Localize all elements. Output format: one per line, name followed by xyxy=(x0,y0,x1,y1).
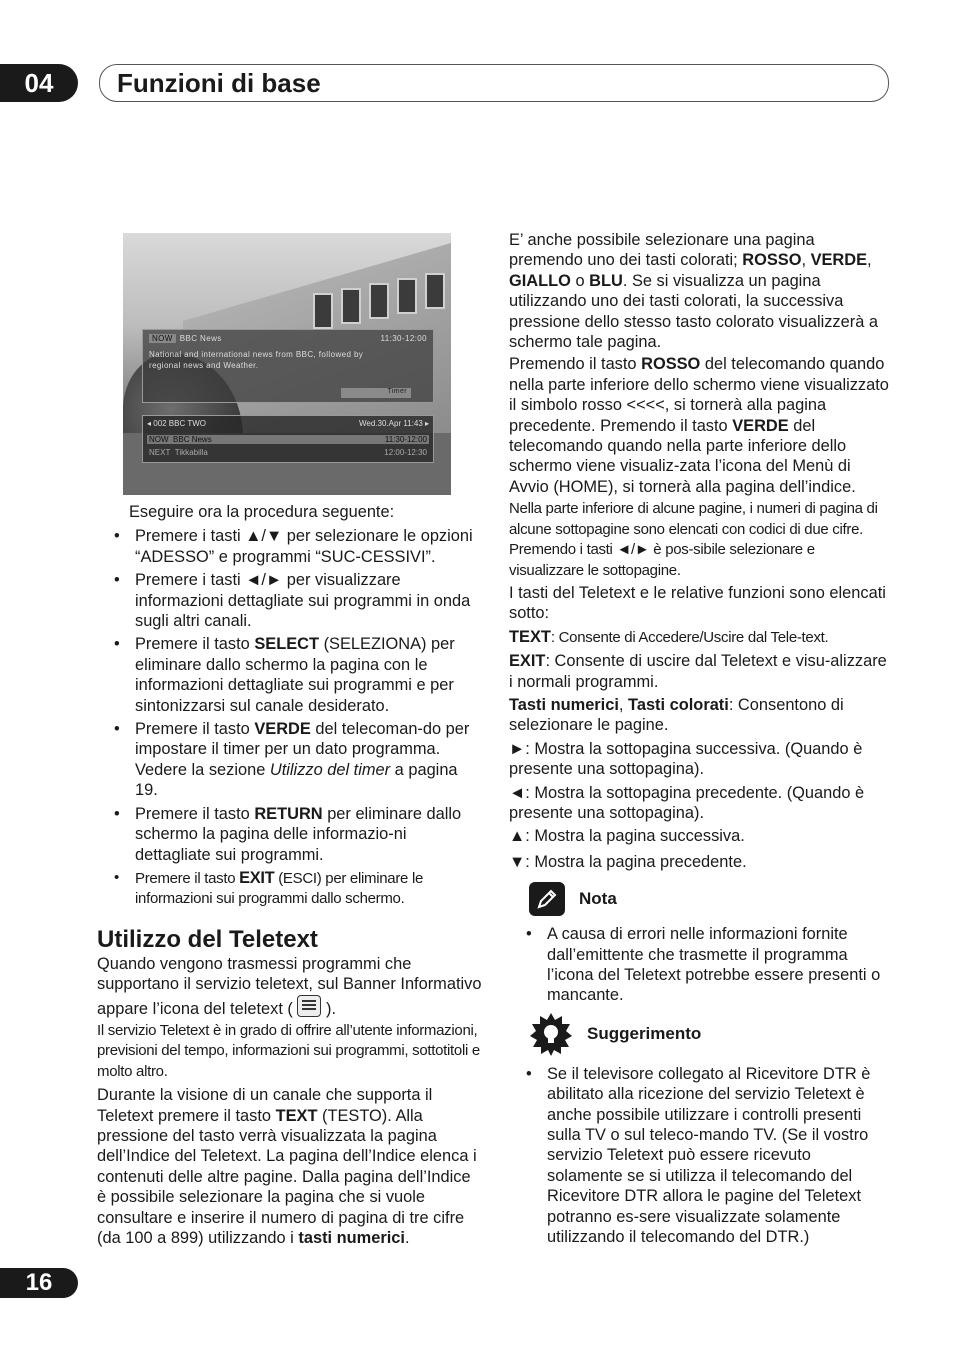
now-tag: NOW xyxy=(149,334,176,343)
key-description: ▲: Mostra la pagina successiva. xyxy=(509,827,745,846)
note-list xyxy=(509,924,891,1006)
note-label: Nota xyxy=(579,888,617,908)
list-item: • Premere il tasto RETURN per eliminare dallo schermo la pagina delle informazio-ni dettagliate sui programmi. xyxy=(97,804,482,865)
note-heading xyxy=(529,882,891,916)
banner-now-time: 11:30-12:00 xyxy=(384,435,427,444)
chapter-number-badge xyxy=(0,64,78,102)
tv-screenshot xyxy=(123,233,451,495)
info-time: 11:30-12:00 xyxy=(380,334,427,343)
paragraph: Premendo il tasto ROSSO del telecomando quando nella parte inferiore dello schermo viene visualizzato il simbolo rosso <<<<, si tornerà alla pagina precedente. Premendo il tasto VERDE del telecomando quando nella parte inferiore dello schermo viene visualiz-zata l’icona del Menù di Avvio (HOME), si tornerà alla pagina dell’indice. xyxy=(509,355,889,496)
pencil-icon xyxy=(529,882,565,916)
banner-now-title: BBC News xyxy=(173,435,212,444)
info-title: BBC News xyxy=(179,334,222,343)
list-item: • Premere il tasto SELECT (SELEZIONA) per eliminare dallo schermo la pagina con le informazioni dettagliate sui programmi e per sintonizzarsi sul canale desiderato. xyxy=(97,634,482,716)
procedure-intro: Eseguire ora la procedura seguente: xyxy=(129,503,395,521)
list-item: • Premere i tasti ◄/► per visualizzare informazioni dettagliate sui programmi in onda sugli altri canali. xyxy=(97,570,482,631)
left-column xyxy=(97,502,482,1248)
banner-next-time: 12:00-12:30 xyxy=(384,448,427,457)
page-number: 16 xyxy=(25,1269,53,1296)
info-banner xyxy=(142,415,434,463)
page-number-badge xyxy=(0,1268,78,1298)
right-column xyxy=(509,230,891,1250)
paragraph: Il servizio Teletext è in grado di offrire all’utente informazioni, previsioni del tempo, informazioni sui programmi, sottotitoli e molto altro. xyxy=(97,1021,480,1080)
key-description: TEXT: Consente di Accedere/Uscire dal Tele-text. xyxy=(509,627,829,646)
tip-label: Suggerimento xyxy=(587,1023,702,1043)
banner-date: Wed.30.Apr 11:43 ▸ xyxy=(359,419,429,428)
banner-now-tag: NOW xyxy=(149,435,169,444)
info-panel xyxy=(142,329,434,403)
chapter-title: Funzioni di base xyxy=(117,68,321,98)
info-description: National and international news from BBC, followed by regional news and Weather. xyxy=(149,350,364,370)
list-item: • Se il televisore collegato al Ricevitore DTR è abilitato alla ricezione del servizio Teletext è anche possibile utilizzare i controlli presenti sulla TV o sul teleco-mando TV. (Se il vostro servizio Teletext può essere ricevuto solamente se si utilizza il telecomando del Ricevitore DTR allora le pagine del Teletext potranno es-sere visualizzate solamente utilizzando il telecomando del DTR.) xyxy=(509,1064,891,1248)
banner-next-title: Tikkabilla xyxy=(174,448,208,457)
key-description: ►: Mostra la sottopagina successiva. (Quando è presente una sottopagina). xyxy=(509,739,863,779)
section-heading-teletext: Utilizzo del Teletext xyxy=(97,925,318,953)
paragraph: Nella parte inferiore di alcune pagine, i numeri di pagina di alcune sottopagine sono elencati con codici di due cifre. Premendo i tasti ◄/► è pos-sibile selezionare e visualizzare le sottopagine. xyxy=(509,500,878,579)
key-description: Tasti numerici, Tasti colorati: Consentono di selezionare le pagine. xyxy=(509,695,844,735)
list-item: • A causa di errori nelle informazioni fornite dall’emittente che trasmette il programma l’icona del Teletext potrebbe essere presenti o mancante. xyxy=(509,924,891,1006)
tip-list xyxy=(509,1064,891,1248)
paragraph: I tasti del Teletext e le relative funzioni sono elencati sotto: xyxy=(509,583,886,623)
banner-channel: ◂ 002 BBC TWO xyxy=(147,419,206,428)
chapter-number: 04 xyxy=(24,67,54,98)
list-item: • Premere il tasto VERDE del telecoman-do per impostare il timer per un dato programma. Vedere la sezione Utilizzo del timer a pagina 19. xyxy=(97,719,482,801)
tip-heading xyxy=(529,1012,891,1056)
timer-button: Timer xyxy=(341,388,411,398)
list-item: • Premere il tasto EXIT (ESCI) per eliminare le informazioni sui programmi dallo schermo. xyxy=(97,868,482,910)
procedure-list xyxy=(97,526,482,909)
paragraph: E’ anche possibile selezionare una pagina premendo uno dei tasti colorati; ROSSO, VERDE, GIALLO o BLU. Se si visualizza un pagina utilizzando uno dei tasti colorati, la successiva pressione dello stesso tasto colorato visualizzerà a schermo tale pagina. xyxy=(509,231,878,352)
lightbulb-icon xyxy=(529,1012,573,1056)
paragraph: Durante la visione di un canale che supporta il Teletext premere il tasto TEXT (TESTO). Alla pressione del tasto verrà visualizzata la pagina dell’Indice del Teletext. La pagina dell’Indice elenca i contenuti delle altre pagine. Dalla pagina dell’Indice è possibile selezionare la pagina che si vuole consultare e inserire il numero di pagina di tre cifre (da 100 a 899) utilizzando i tasti numerici. xyxy=(97,1086,477,1247)
key-description: ▼: Mostra la pagina precedente. xyxy=(509,852,747,871)
teletext-icon xyxy=(297,995,321,1017)
paragraph: Quando vengono trasmessi programmi che supportano il servizio teletext, sul Banner Informativo appare l’icona del teletext ( ). xyxy=(97,954,482,1018)
key-description: EXIT: Consente di uscire dal Teletext e visu-alizzare i normali programmi. xyxy=(509,652,887,691)
key-description: ◄: Mostra la sottopagina precedente. (Quando è presente una sottopagina). xyxy=(509,783,865,822)
banner-next-tag: NEXT xyxy=(149,448,171,457)
list-item: • Premere i tasti ▲/▼ per selezionare le opzioni “ADESSO” e programmi “SUC-CESSIVI”. xyxy=(97,526,482,567)
